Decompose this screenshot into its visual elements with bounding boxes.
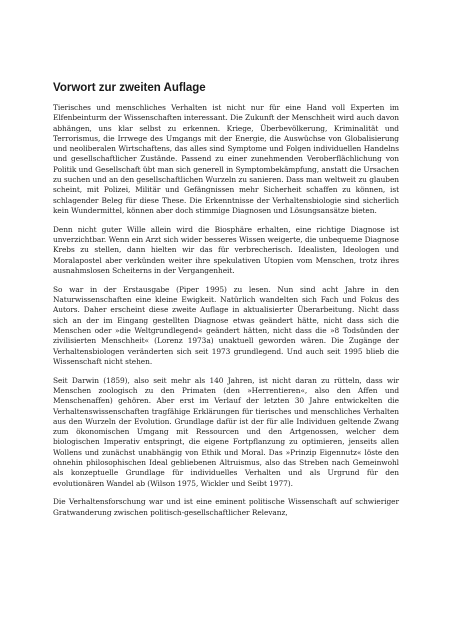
document-body bbox=[53, 81, 399, 526]
paragraph-2: Denn nicht guter Wille allein wird die Biosphäre erhalten, eine richtige Diagnose ist unverzichtbar. Wenn ein Arzt sich wider besseres Wissen weigerte, die unbequeme Diagnose Krebs zu stellen, dann hielten wir das für verbrecherisch. Idealisten, Ideologen und Moralapostel aber verkünden weiter ihre spekulativen Utopien vom Menschen, trotz ihres ausnahmslosen Scheiterns in der Vergangenheit. bbox=[53, 224, 399, 275]
paragraph-4: Seit Darwin (1859), also seit mehr als 140 Jahren, ist nicht daran zu rütteln, dass wir Menschen zoologisch zu den Primaten (den »Herrentieren«, also den Affen und Menschenaffen) gehören. Aber erst im Verlauf der letzten 30 Jahre entwickelten die Verhaltenswissenschaften tragfähige Erklärungen für tierisches und menschliches Verhalten aus den Wurzeln der Evolution. Grundlage dafür ist der für alle Individuen geltende Zwang zum ökonomischen Umgang mit Ressourcen und den Artgenossen, welcher dem biologischen Imperativ entspringt, die eigene Fortpflanzung zu optimieren, jenseits allen Wollens und zunächst unabhängig von Ethik und Moral. Das »Prinzip Eigennutz« löste den ohnehin philosophischen Ideal gebliebenen Altruismus, also das Streben nach Gemeinwohl als konzeptuelle Grundlage für individuelles Verhalten und als Urgrund für den evolutionären Wandel ab (Wilson 1975, Wickler und Seibt 1977). bbox=[53, 375, 399, 488]
paragraph-5: Die Verhaltensforschung war und ist eine eminent politische Wissenschaft auf schwieriger Gratwanderung zwischen politisch-gesellschaftlicher Relevanz, bbox=[53, 497, 399, 517]
section-heading: Vorwort zur zweiten Auflage bbox=[53, 82, 206, 94]
paragraph-3: So war in der Erstausgabe (Piper 1995) zu lesen. Nun sind acht Jahre in den Naturwissenschaften eine kleine Ewigkeit. Natürlich wandelten sich Fach und Fokus des Autors. Daher erscheint diese zweite Auflage in aktualisierter Überarbeitung. Nicht dass sich an der im Eingang gestellten Diagnose etwas geändert hätte, nicht dass sich die Menschen oder »die Weltgrundlegend« geändert hätten, nicht dass die »8 Todsünden der zivilisierten Menschheit« (Lorenz 1973a) unaktuell geworden wären. Die Zugänge der Verhaltensbiologen veränderten sich seit 1973 grundlegend. Und auch seit 1995 blieb die Wissenschaft nicht stehen. bbox=[53, 284, 399, 366]
paragraph-1: Tierisches und menschliches Verhalten ist nicht nur für eine Hand voll Experten im Elfenbeinturm der Wissenschaften interessant. Die Zukunft der Menschheit wird auch davon abhängen, uns klar selbst zu erkennen. Kriege, Überbevölkerung, Kriminalität und Terrorismus, die Irrwege des Umgangs mit der Energie, die Auswüchse von Globalisierung und neoliberalen Wirtschaftens, das alles sind Symptome und Folgen individuellen Handelns und gesellschaftlicher Zustände. Passend zu einer zunehmenden Veroberflächlichung von Politik und Gesellschaft übt man sich generell in Symptombekämpfung, anstatt die Ursachen zu suchen und an den gesellschaftlichen Wurzeln zu sanieren. Dass man weltweit zu glauben scheint, mit Polizei, Militär und Gefängnissen mehr Sicherheit schaffen zu können, ist schlagender Beleg für diese These. Die Erkenntnisse der Verhaltensbiologie sind sicherlich kein Wundermittel, können aber doch stimmige Diagnosen und Lösungsansätze bieten. bbox=[53, 103, 399, 215]
